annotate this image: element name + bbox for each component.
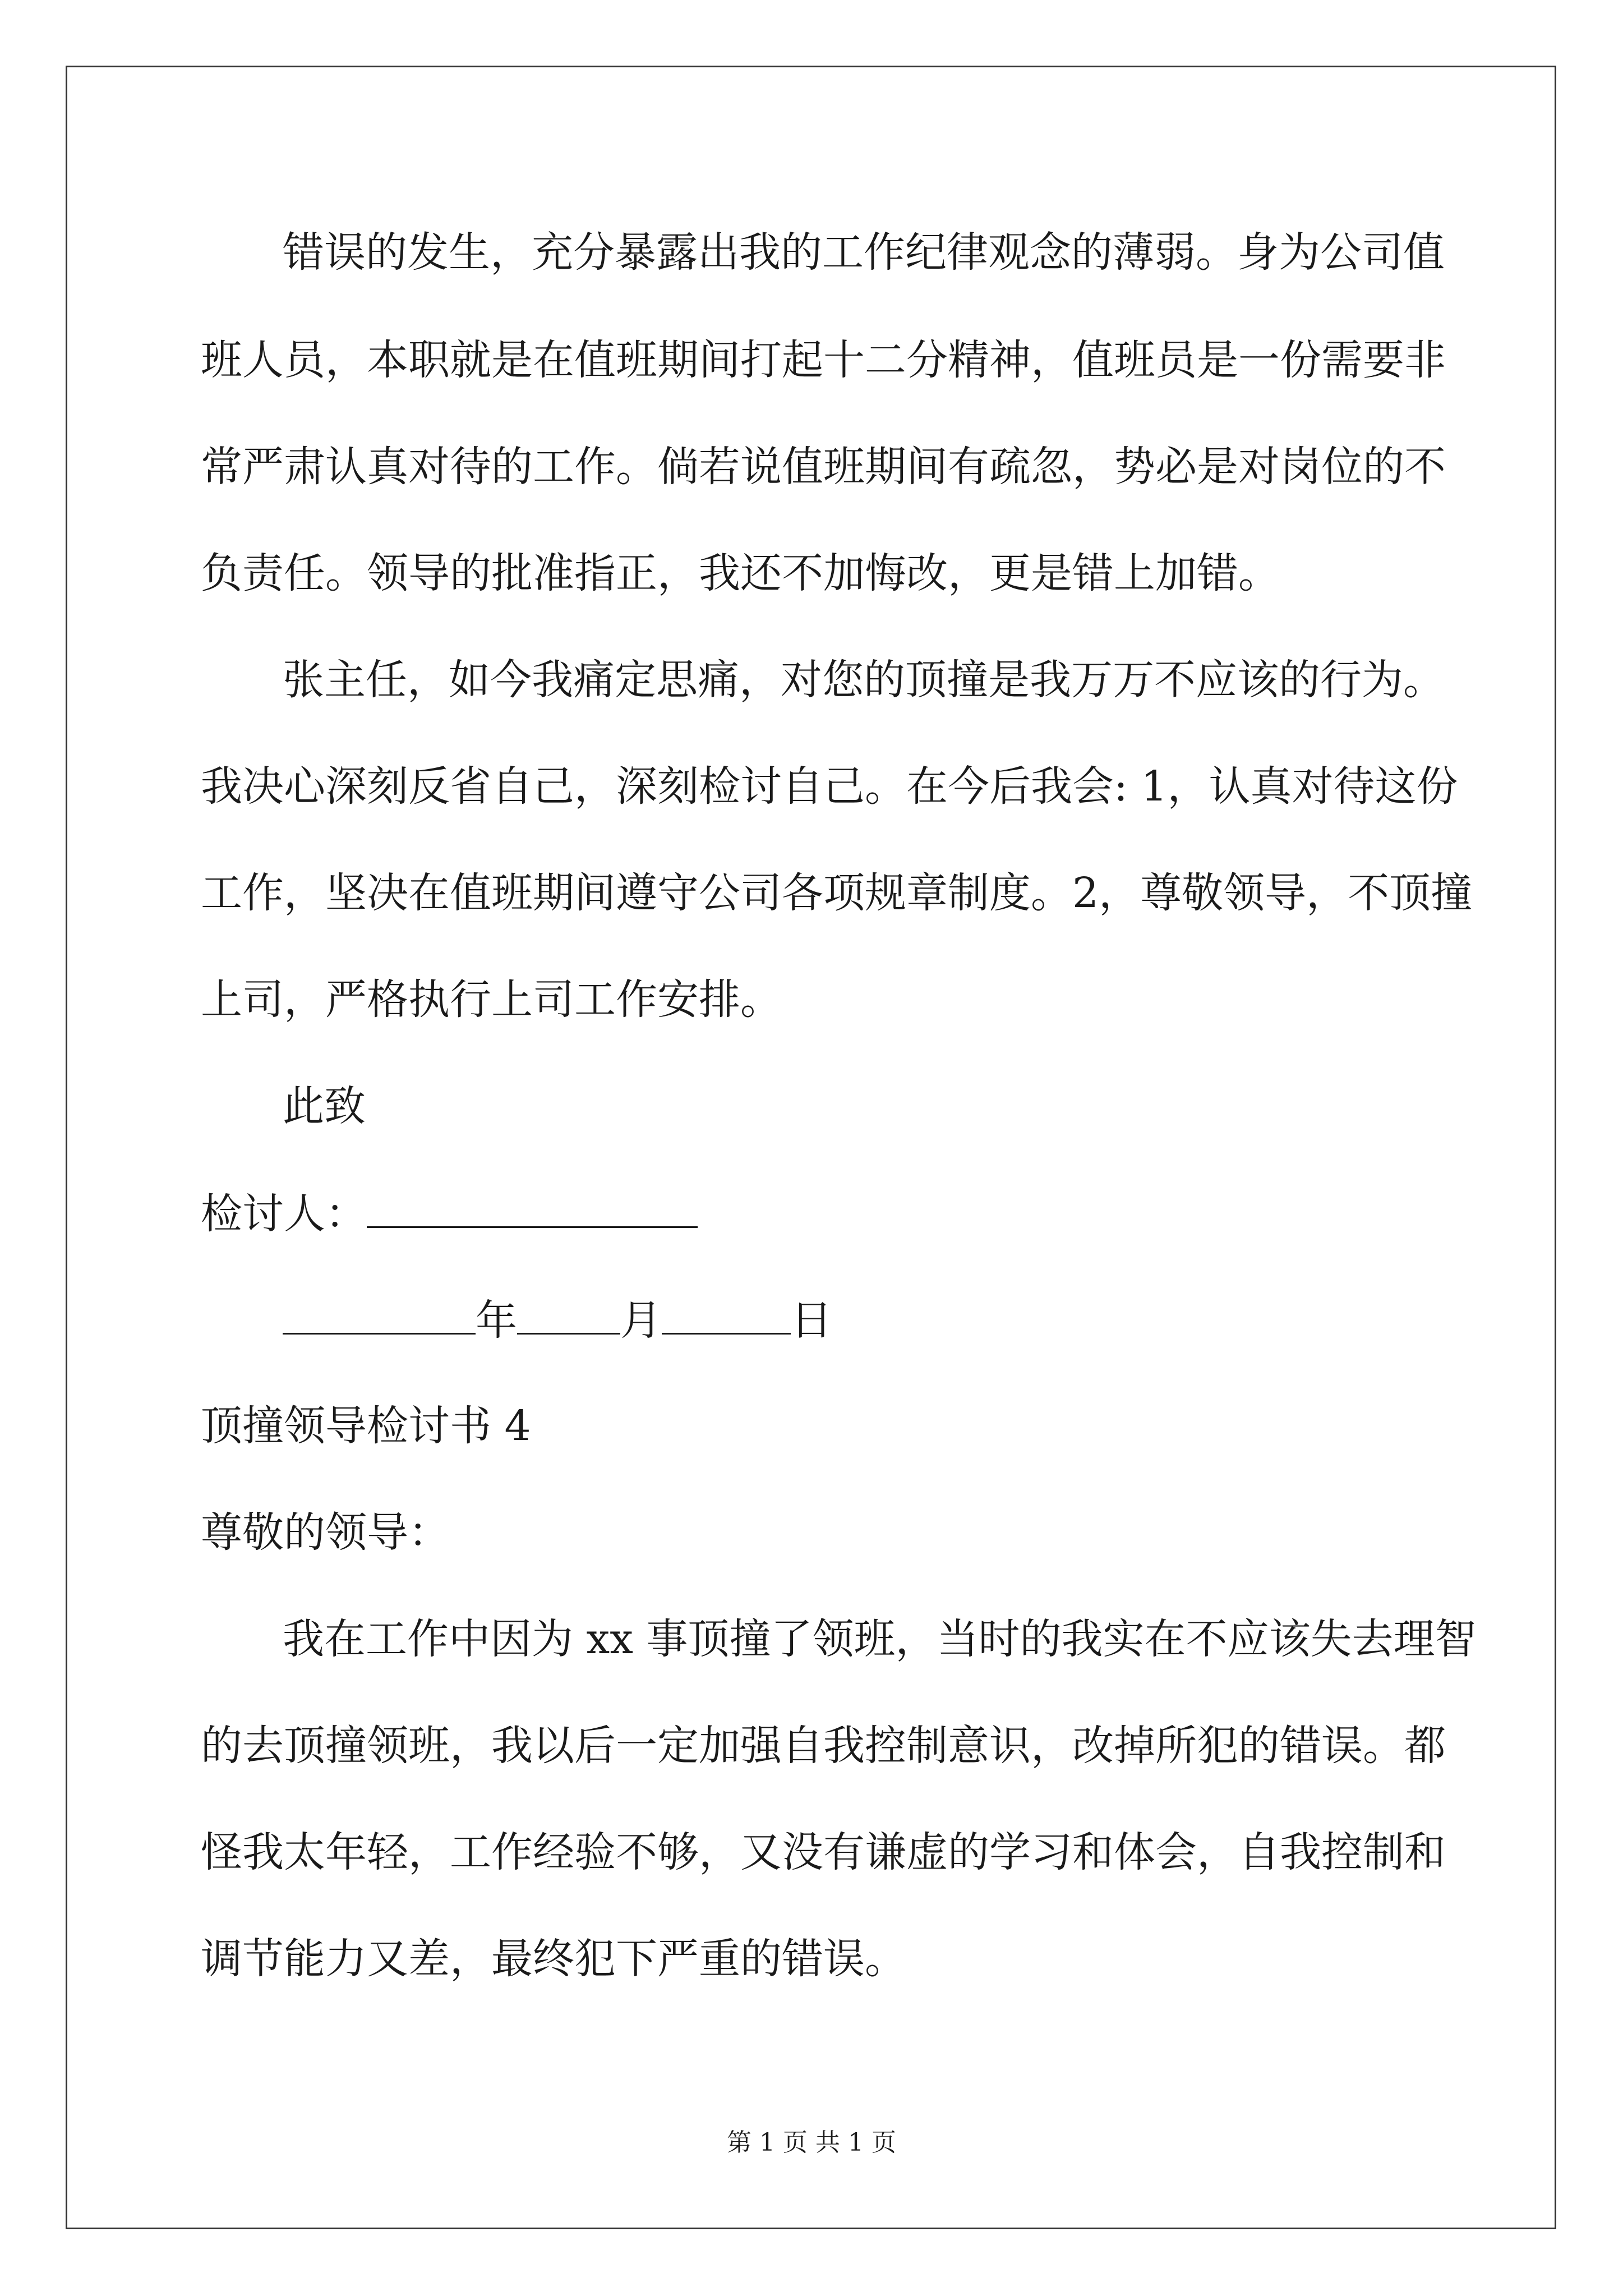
month-label: 月 [620, 1296, 662, 1345]
signature-label: 检讨人： [201, 1190, 367, 1238]
salutation: 尊敬的领导： [201, 1508, 450, 1557]
paragraph-1-line-4: 负责任。领导的批准指正，我还不加悔改，更是错上加错。 [201, 549, 1280, 597]
page-footer: 第 1 页 共 1 页 [727, 2128, 896, 2157]
paragraph-2-line-2: 我决心深刻反省自己，深刻检讨自己。在今后我会: 1，认真对待这份 [201, 762, 1458, 811]
paragraph-3-line-1: 我在工作中因为 xx 事顶撞了领班，当时的我实在不应该失去理智 [283, 1615, 1477, 1663]
paragraph-3-line-3: 怪我太年轻，工作经验不够，又没有谦虚的学习和体会，自我控制和 [201, 1828, 1446, 1876]
paragraph-2-line-4: 上司，严格执行上司工作安排。 [201, 976, 782, 1024]
page-border [66, 66, 1556, 2229]
paragraph-1-line-3: 常严肃认真对待的工作。倘若说值班期间有疏忽，势必是对岗位的不 [201, 443, 1446, 491]
signature-blank [367, 1185, 698, 1228]
paragraph-2-line-1: 张主任，如今我痛定思痛，对您的顶撞是我万万不应该的行为。 [283, 656, 1445, 704]
month-blank [517, 1291, 620, 1335]
section-title: 顶撞领导检讨书 4 [201, 1402, 531, 1450]
day-blank [662, 1291, 791, 1335]
paragraph-3-line-2: 的去顶撞领班，我以后一定加强自我控制意识，改掉所犯的错误。都 [201, 1722, 1446, 1770]
closing-text: 此致 [283, 1082, 366, 1130]
year-label: 年 [476, 1296, 517, 1345]
date-line [283, 1291, 832, 1347]
paragraph-1-line-2: 班人员，本职就是在值班期间打起十二分精神，值班员是一份需要非 [201, 336, 1446, 384]
day-label: 日 [791, 1296, 832, 1345]
paragraph-2-line-3: 工作，坚决在值班期间遵守公司各项规章制度。2，尊敬领导，不顶撞 [201, 869, 1473, 917]
signature-line [201, 1185, 698, 1241]
year-blank [283, 1291, 476, 1335]
paragraph-1-line-1: 错误的发生，充分暴露出我的工作纪律观念的薄弱。身为公司值 [283, 228, 1445, 277]
paragraph-3-line-4: 调节能力又差，最终犯下严重的错误。 [201, 1935, 906, 1983]
